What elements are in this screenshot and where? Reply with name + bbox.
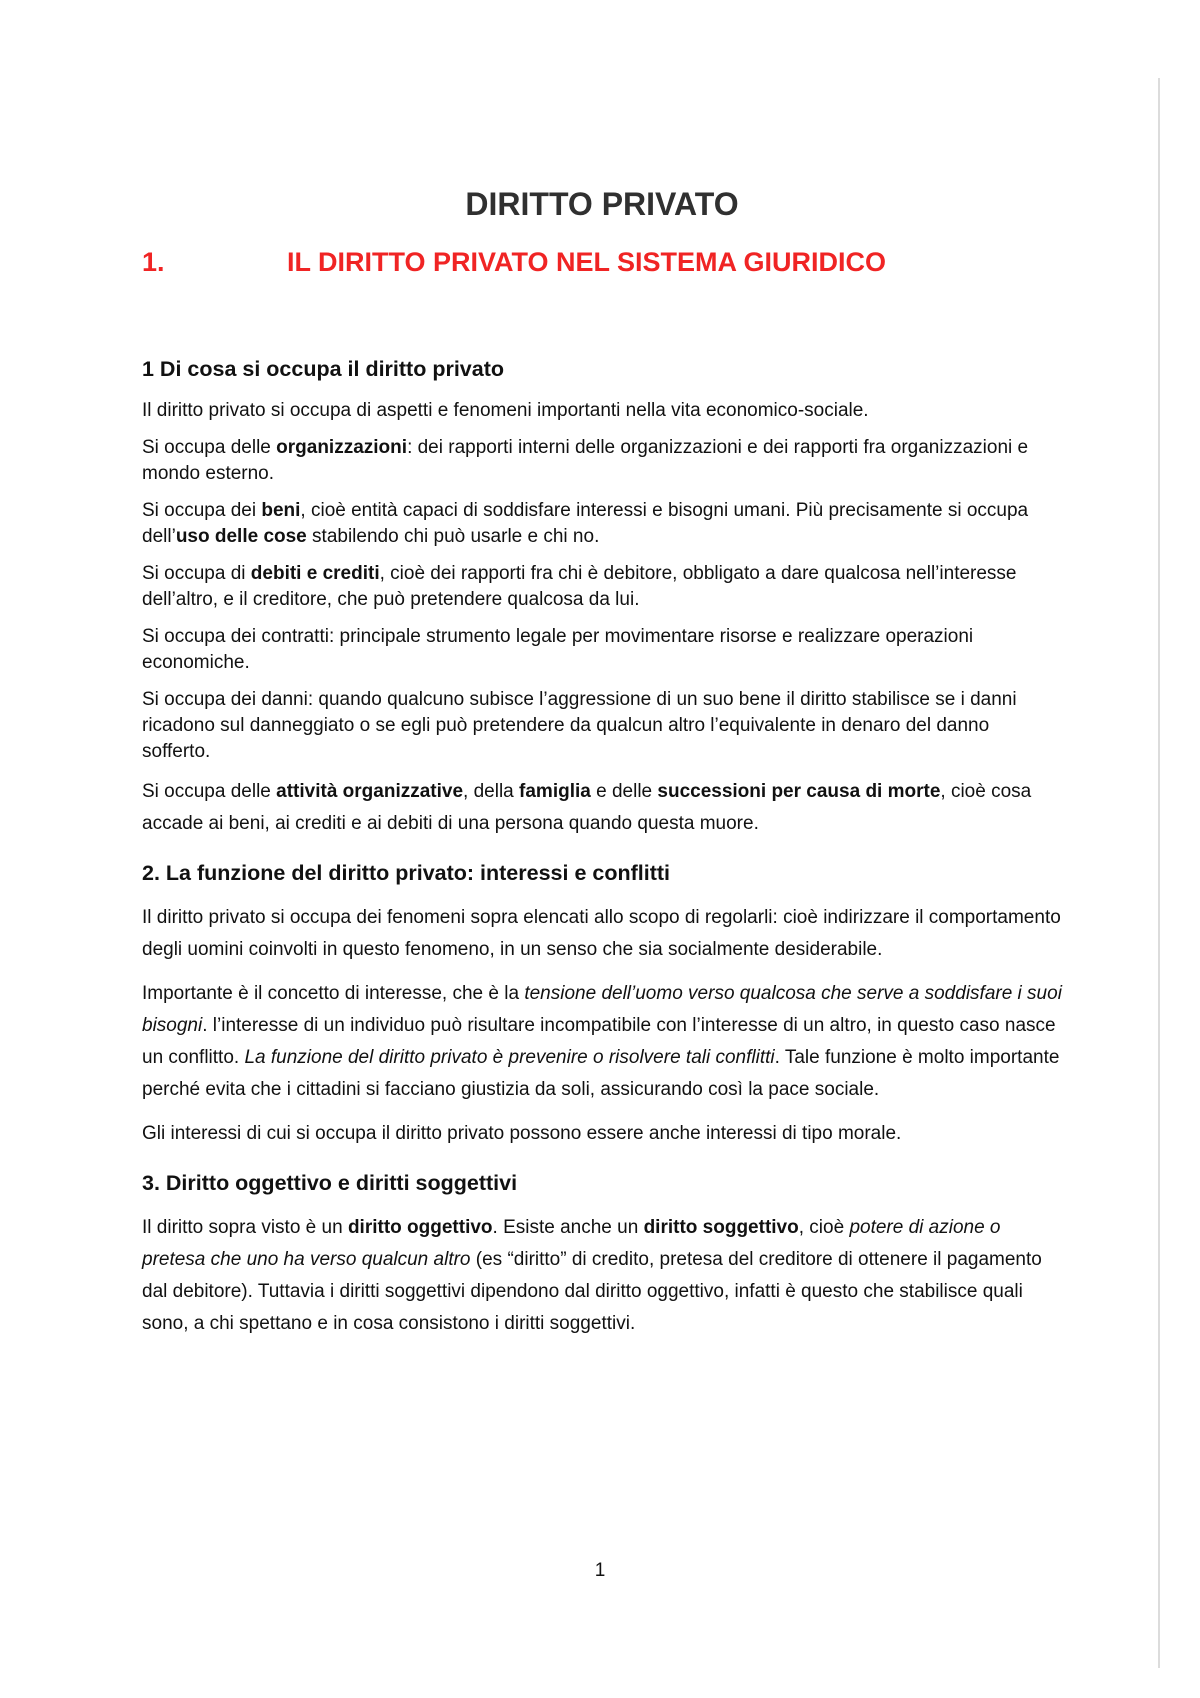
text-run: . Tale funzione è molto importante perché evita che i cittadini si facciano giustizia da soli, assicurando così la pace sociale. xyxy=(142,1047,1060,1100)
text-run: Si occupa delle xyxy=(142,437,277,458)
bold-text: diritto soggettivo xyxy=(643,1217,799,1238)
chapter-number: 1. xyxy=(142,247,165,277)
text-run: : dei rapporti interni delle organizzazioni e dei rapporti fra organizzazioni e mondo esterno. xyxy=(142,437,1029,484)
text-run: Il diritto privato si occupa di aspetti e fenomeni importanti nella vita economico-sociale. xyxy=(142,400,869,421)
page-edge-divider xyxy=(1158,78,1160,1668)
text-run: . Esiste anche un xyxy=(492,1217,644,1238)
section-heading: 3. Diritto oggettivo e diritti soggettivi xyxy=(142,1171,518,1195)
text-run: . l’interesse di un individuo può risultare incompatibile con l’interesse di un altro, in questo caso nasce un conflitto. xyxy=(142,1015,1056,1068)
paragraph xyxy=(142,687,1062,765)
text-run: Si occupa dei xyxy=(142,500,262,521)
section-heading: 2. La funzione del diritto privato: interessi e conflitti xyxy=(142,861,670,885)
chapter-title: IL DIRITTO PRIVATO NEL SISTEMA GIURIDICO xyxy=(287,247,887,277)
paragraph xyxy=(142,776,1062,840)
italic-text: potere di azione o pretesa che uno ha verso qualcun altro xyxy=(142,1217,1001,1270)
bold-text: famiglia xyxy=(519,781,591,802)
document-body xyxy=(142,184,1062,1352)
paragraph xyxy=(142,561,1062,613)
paragraph xyxy=(142,978,1062,1106)
text-run: Si occupa di xyxy=(142,563,251,584)
bold-text: debiti e crediti xyxy=(250,563,380,584)
text-run: , cioè dei rapporti fra chi è debitore, obbligato a dare qualcosa nell’interesse dell’altro, e il creditore, che può pretendere qualcosa da lui. xyxy=(142,563,1017,610)
text-run: Gli interessi di cui si occupa il diritto privato possono essere anche interessi di tipo morale. xyxy=(142,1123,902,1144)
bold-text: diritto oggettivo xyxy=(347,1217,493,1238)
text-run: Il diritto sopra visto è un xyxy=(142,1217,348,1238)
text-run: Il diritto privato si occupa dei fenomeni sopra elencati allo scopo di regolarli: cioè indirizzare il comportamento degli uomini coinvolti in questo fenomeno, in un senso che sia socialmente desiderabile. xyxy=(142,907,1061,960)
page-number: 1 xyxy=(594,1560,606,1581)
bold-text: attività organizzative xyxy=(276,781,464,802)
document-title: DIRITTO PRIVATO xyxy=(465,186,739,222)
chapter-heading xyxy=(142,242,1062,282)
sections-container xyxy=(142,354,1062,1340)
text-run: , cioè xyxy=(798,1217,850,1238)
paragraph xyxy=(142,398,1062,424)
text-run: , cioè cosa accade ai beni, ai crediti e ai debiti di una persona quando questa muore. xyxy=(142,781,1032,834)
text-run: stabilendo chi può usarle e chi no. xyxy=(306,526,600,547)
paragraph xyxy=(142,624,1062,676)
text-run: , cioè entità capaci di soddisfare interessi e bisogni umani. Più precisamente si occupa dell’ xyxy=(142,500,1029,547)
paragraph xyxy=(142,498,1062,550)
bold-text: beni xyxy=(261,500,301,521)
bold-text: successioni per causa di morte xyxy=(657,781,941,802)
text-run: (es “diritto” di credito, pretesa del creditore di ottenere il pagamento dal debitore). Tuttavia i diritti soggettivi dipendono dal diritto oggettivo, infatti è questo che stabilisce quali sono, a chi spettano e in cosa consistono i diritti soggettivi. xyxy=(142,1249,1042,1334)
paragraph xyxy=(142,435,1062,487)
bold-text: organizzazioni xyxy=(276,437,408,458)
text-run: Si occupa delle xyxy=(142,781,277,802)
italic-text: tensione dell’uomo verso qualcosa che serve a soddisfare i suoi bisogni xyxy=(142,983,1062,1036)
section-heading: 1 Di cosa si occupa il diritto privato xyxy=(142,357,505,381)
text-run: Importante è il concetto di interesse, che è la xyxy=(142,983,525,1004)
paragraph xyxy=(142,1212,1062,1340)
paragraph xyxy=(142,1118,1062,1150)
italic-text: La funzione del diritto privato è prevenire o risolvere tali conflitti xyxy=(244,1047,775,1068)
paragraph xyxy=(142,902,1062,966)
text-run: , della xyxy=(463,781,520,802)
text-run: e delle xyxy=(590,781,658,802)
text-run: Si occupa dei danni: quando qualcuno subisce l’aggressione di un suo bene il diritto stabilisce se i danni ricadono sul danneggiato o se egli può pretendere da qualcun altro l’equivalente in denaro del danno sofferto. xyxy=(142,689,1017,762)
bold-text: uso delle cose xyxy=(175,526,307,547)
text-run: Si occupa dei contratti: principale strumento legale per movimentare risorse e realizzare operazioni economiche. xyxy=(142,626,974,673)
